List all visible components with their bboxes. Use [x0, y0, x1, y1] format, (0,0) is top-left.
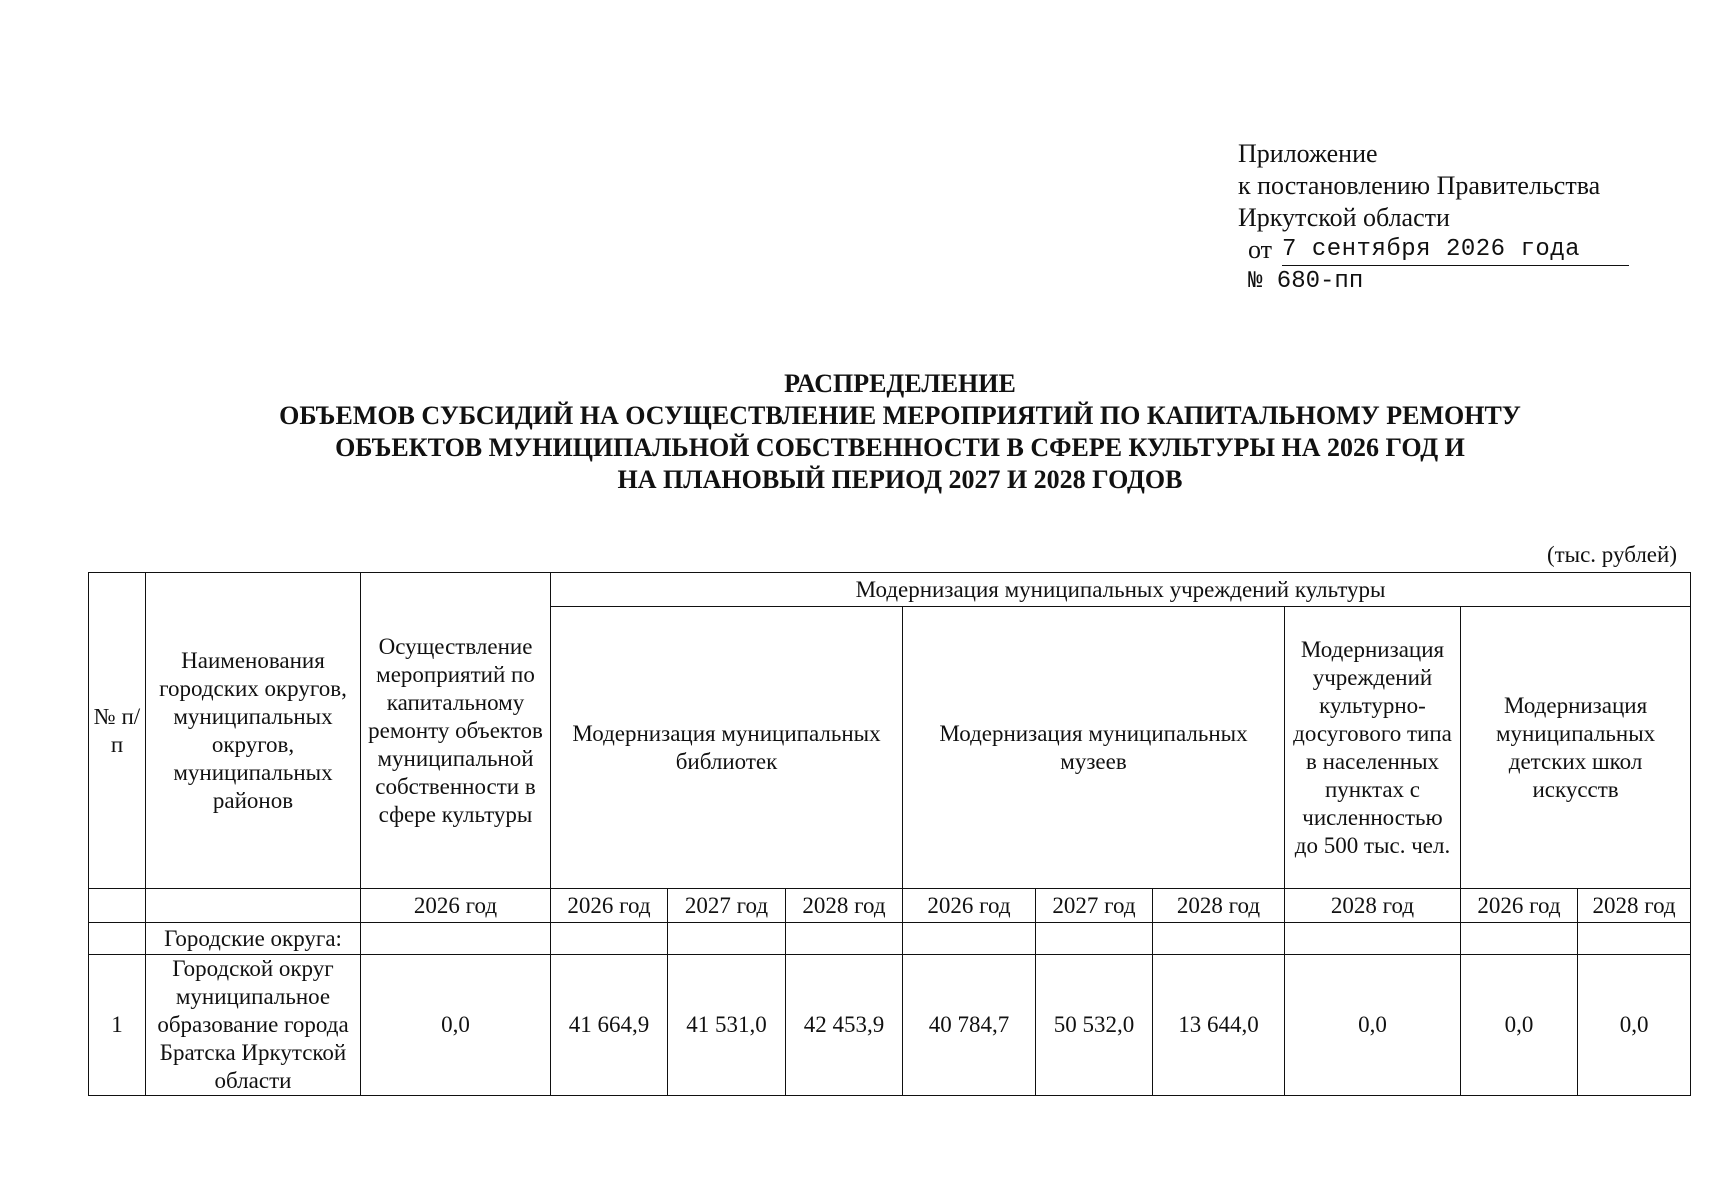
appendix-line: Иркутской области	[1238, 203, 1450, 232]
group-cell-empty	[1578, 923, 1691, 955]
header-art-schools: Модернизация муниципальных детских школ искусств	[1461, 607, 1691, 889]
appendix-block	[1238, 138, 1629, 298]
year-header: 2026 год	[551, 889, 668, 923]
group-cell-empty	[786, 923, 903, 955]
group-cell-empty	[668, 923, 786, 955]
units-label: (тыс. рублей)	[1546, 542, 1677, 567]
row-value: 0,0	[1285, 955, 1461, 1096]
row-value: 0,0	[1578, 955, 1691, 1096]
year-header: 2028 год	[786, 889, 903, 923]
header-libraries: Модернизация муниципальных библиотек	[551, 607, 903, 889]
row-index: 1	[89, 955, 146, 1096]
year-cell-empty	[89, 889, 146, 923]
appendix-line: к постановлению Правительства	[1238, 171, 1601, 200]
row-value: 41 664,9	[551, 955, 668, 1096]
group-row	[89, 923, 1691, 955]
title-line: РАСПРЕДЕЛЕНИЕ	[784, 369, 1016, 398]
group-cell-empty	[1153, 923, 1285, 955]
resolution-date: 7 сентября 2026 года	[1282, 235, 1629, 266]
group-cell-empty	[1461, 923, 1578, 955]
year-header: 2028 год	[1153, 889, 1285, 923]
year-header: 2026 год	[361, 889, 551, 923]
header-capital-repair: Осуществление мероприятий по капитальному ремонту объектов муниципальной собственности в сфере культуры	[361, 573, 551, 889]
year-header: 2026 год	[903, 889, 1036, 923]
row-value: 42 453,9	[786, 955, 903, 1096]
title-line: ОБЪЕКТОВ МУНИЦИПАЛЬНОЙ СОБСТВЕННОСТИ В СФЕРЕ КУЛЬТУРЫ НА 2026 ГОД И	[335, 433, 1465, 462]
row-value: 50 532,0	[1036, 955, 1153, 1096]
group-cell-empty	[361, 923, 551, 955]
document-title	[0, 368, 1719, 496]
group-cell-empty	[89, 923, 146, 955]
title-line: ОБЪЕМОВ СУБСИДИЙ НА ОСУЩЕСТВЛЕНИЕ МЕРОПРИЯТИЙ ПО КАПИТАЛЬНОМУ РЕМОНТУ	[279, 401, 1521, 430]
header-name: Наименования городских округов, муниципальных округов, муниципальных районов	[146, 573, 361, 889]
group-cell-empty	[551, 923, 668, 955]
title-line: НА ПЛАНОВЫЙ ПЕРИОД 2027 И 2028 ГОДОВ	[617, 465, 1183, 494]
year-header: 2026 год	[1461, 889, 1578, 923]
row-value: 13 644,0	[1153, 955, 1285, 1096]
row-value: 0,0	[361, 955, 551, 1096]
group-cell-empty	[903, 923, 1036, 955]
group-cell-empty	[1285, 923, 1461, 955]
year-header: 2027 год	[668, 889, 786, 923]
row-value: 40 784,7	[903, 955, 1036, 1096]
year-header: 2027 год	[1036, 889, 1153, 923]
year-header: 2028 год	[1578, 889, 1691, 923]
table-row	[89, 955, 1691, 1096]
header-num: № п/п	[89, 573, 146, 889]
appendix-date-row	[1238, 234, 1629, 266]
row-value: 0,0	[1461, 955, 1578, 1096]
subsidy-table	[88, 572, 1691, 1096]
header-cultural-leisure: Модернизация учреждений культурно-досугового типа в населенных пунктах с численностью до 500 тыс. чел.	[1285, 607, 1461, 889]
row-name: Городской округ муниципальное образование города Братска Иркутской области	[146, 955, 361, 1096]
group-cell-empty	[1036, 923, 1153, 955]
header-museums: Модернизация муниципальных музеев	[903, 607, 1285, 889]
group-label: Городские округа:	[146, 923, 361, 955]
resolution-number: № 680-пп	[1248, 268, 1364, 295]
date-prefix: от	[1248, 235, 1273, 264]
appendix-line: Приложение	[1238, 139, 1378, 168]
header-modernization: Модернизация муниципальных учреждений культуры	[551, 573, 1691, 607]
year-cell-empty	[146, 889, 361, 923]
row-value: 41 531,0	[668, 955, 786, 1096]
year-header: 2028 год	[1285, 889, 1461, 923]
